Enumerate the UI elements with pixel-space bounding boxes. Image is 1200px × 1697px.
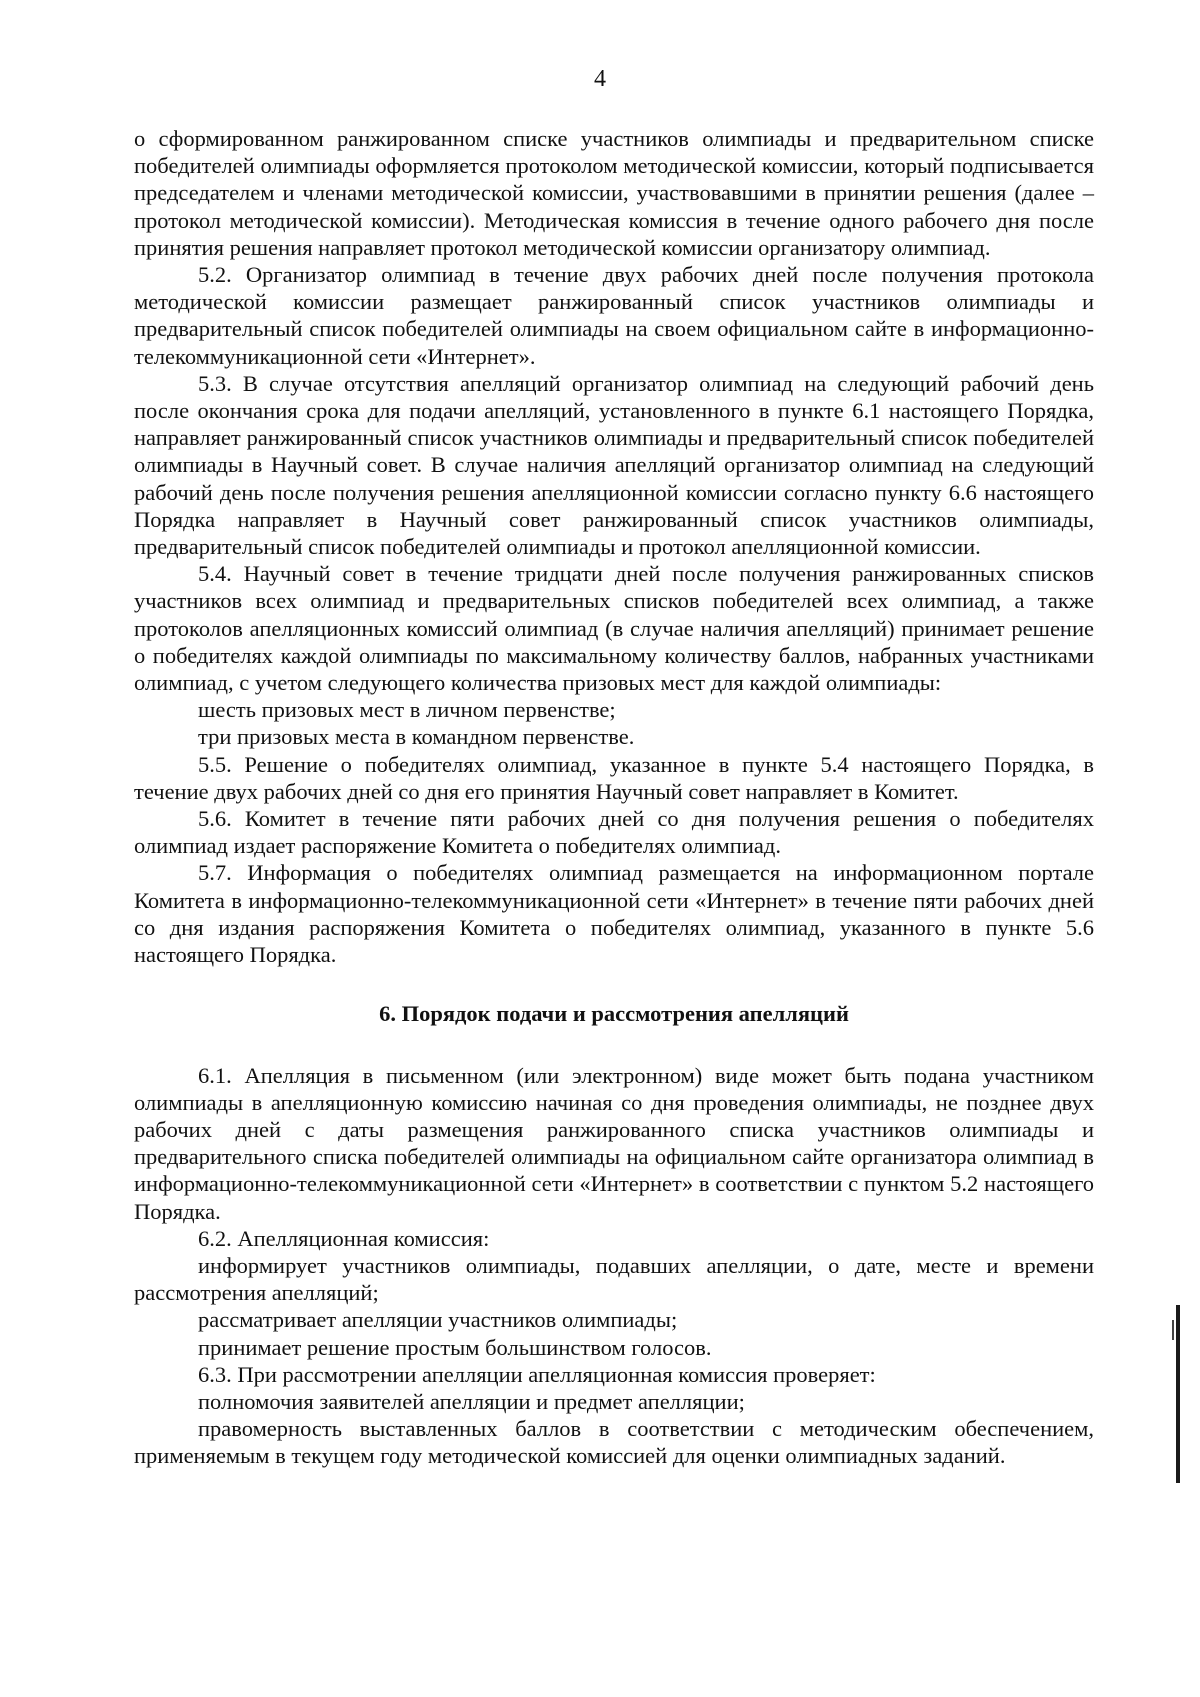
paragraph-5-6: 5.6. Комитет в течение пяти рабочих дней со дня получения решения о победителях олимпиад издает распоряжение Комитета о победителях олимпиад. bbox=[134, 806, 1094, 859]
paragraph-5-7: 5.7. Информация о победителях олимпиад размещается на информационном портале Комитета в информационно-телекоммуникационной сети «Интернет» в течение пяти рабочих дней со дня издания распоряжения Комитета о победителях олимпиад, указанного в пункте 5.6 настоящего Порядка. bbox=[134, 860, 1094, 968]
list-item: полномочия заявителей апелляции и предмет апелляции; bbox=[198, 1388, 745, 1414]
scan-edge-mark bbox=[1172, 1320, 1174, 1340]
paragraph: о сформированном ранжированном списке участников олимпиады и предварительном списке победителей олимпиады оформляется протоколом методической комиссии, который подписывается председателем и членами методической комиссии, участвовавшими в принятии решения (далее – протокол методической комиссии). Методическая комиссия в течение одного рабочего дня после принятия решения направляет протокол методической комиссии организатору олимпиад. bbox=[134, 126, 1094, 260]
document-body bbox=[134, 125, 1094, 1470]
list-item: правомерность выставленных баллов в соответствии с методическим обеспечением, применяемым в текущем году методической комиссией для оценки олимпиадных заданий. bbox=[134, 1416, 1094, 1469]
page-number: 4 bbox=[594, 66, 606, 92]
paragraph-5-2: 5.2. Организатор олимпиад в течение двух рабочих дней после получения протокола методической комиссии размещает ранжированный список участников олимпиады и предварительный список победителей олимпиады на своем официальном сайте в информационно-телекоммуникационной сети «Интернет». bbox=[134, 262, 1094, 369]
paragraph-6-3: 6.3. При рассмотрении апелляции апелляционная комиссия проверяет: bbox=[198, 1361, 876, 1387]
list-item: принимает решение простым большинством голосов. bbox=[198, 1334, 712, 1360]
paragraph-5-4: 5.4. Научный совет в течение тридцати дней после получения ранжированных списков участников всех олимпиад и предварительных списков победителей всех олимпиад, а также протоколов апелляционных комиссий олимпиад (в случае наличия апелляций) принимает решение о победителях каждой олимпиады по максимальному количеству баллов, набранных участниками олимпиад, с учетом следующего количества призовых мест для каждой олимпиады: bbox=[134, 561, 1094, 696]
paragraph-5-3: 5.3. В случае отсутствия апелляций организатор олимпиад на следующий рабочий день после окончания срока для подачи апелляций, установленного в пункте 6.1 настоящего Порядка, направляет ранжированный список участников олимпиады и предварительный список победителей олимпиады в Научный совет. В случае наличия апелляций организатор олимпиад на следующий рабочий день после получения решения апелляционной комиссии согласно пункту 6.6 настоящего Порядка направляет в Научный совет ранжированный список участников олимпиады, предварительный список победителей олимпиады и протокол апелляционной комиссии. bbox=[134, 370, 1094, 560]
paragraph-6-2: 6.2. Апелляционная комиссия: bbox=[198, 1225, 490, 1251]
scan-edge-mark bbox=[1176, 1305, 1180, 1483]
section-heading: 6. Порядок подачи и рассмотрения апелляций bbox=[379, 1001, 849, 1027]
list-item: информирует участников олимпиады, подавших апелляции, о дате, месте и времени рассмотрения апелляций; bbox=[134, 1252, 1094, 1306]
list-item: рассматривает апелляции участников олимпиады; bbox=[198, 1307, 678, 1333]
list-item: шесть призовых мест в личном первенстве; bbox=[198, 697, 616, 723]
list-item: три призовых места в командном первенстве. bbox=[198, 724, 635, 750]
paragraph-5-5: 5.5. Решение о победителях олимпиад, указанное в пункте 5.4 настоящего Порядка, в течение двух рабочих дней со дня его принятия Научный совет направляет в Комитет. bbox=[134, 751, 1094, 804]
paragraph-6-1: 6.1. Апелляция в письменном (или электронном) виде может быть подана участником олимпиады в апелляционную комиссию начиная со дня проведения олимпиады, не позднее двух рабочих дней с даты размещения ранжированного списка участников олимпиады и предварительного списка победителей олимпиады на официальном сайте организатора олимпиад в информационно-телекоммуникационной сети «Интернет» в соответствии с пунктом 5.2 настоящего Порядка. bbox=[134, 1062, 1094, 1224]
